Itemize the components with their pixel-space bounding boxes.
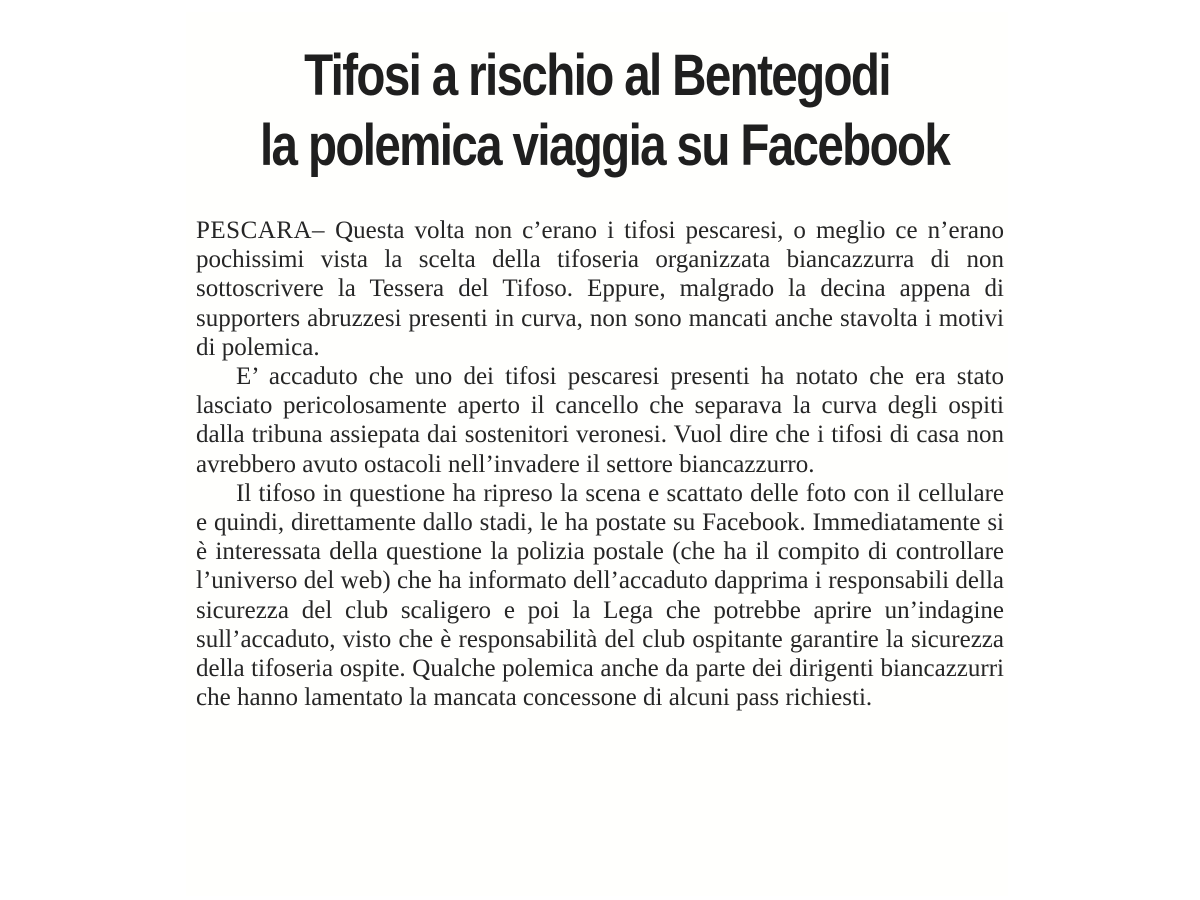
paragraph-1-text: Questa volta non c’erano i tifosi pescaresi, o meglio ce n’erano pochissimi vista la scelta della tifoseria organizzata biancazzurra di non sottoscrivere la Tessera del Tifoso. Eppure, malgrado la decina appena di supporters abruzzesi presenti in curva, non sono mancati anche stavolta i motivi di polemica. [196,217,1004,361]
dateline: PESCARA– [196,217,326,244]
newspaper-clipping [186,12,1008,896]
paragraph-1 [196,216,1004,362]
paragraph-2: E’ accaduto che uno dei tifosi pescaresi presenti ha notato che era stato lasciato pericolosamente aperto il cancello che separava la curva degli ospiti dalla tribuna assiepata dai sostenitori veronesi. Vuol dire che i tifosi di casa non avrebbero avuto ostacoli nell’invadere il settore biancazzurro. [196,363,1004,478]
article-body [196,216,1004,712]
paragraph-3: Il tifoso in questione ha ripreso la scena e scattato delle foto con il cellulare e quindi, direttamente dallo stadi, le ha postate su Facebook. Immediatamente si è interessata della questione la polizia postale (che ha il compito di controllare l’universo del web) che ha informato dell’accaduto dapprima i responsabili della sicurezza del club scaligero e poi la Lega che potrebbe aprire un’indagine sull’accaduto, visto che è responsabilità del club ospitante garantire la sicurezza della tifoseria ospite. Qualche polemica anche da parte dei dirigenti biancazzurri che hanno lamentato la mancata concessone di alcuni pass richiesti. [196,479,1004,712]
headline [186,12,1008,178]
headline-line-1: Tifosi a rischio al Bentegodi [304,43,890,108]
headline-line-2: la polemica viaggia su Facebook [259,113,950,178]
